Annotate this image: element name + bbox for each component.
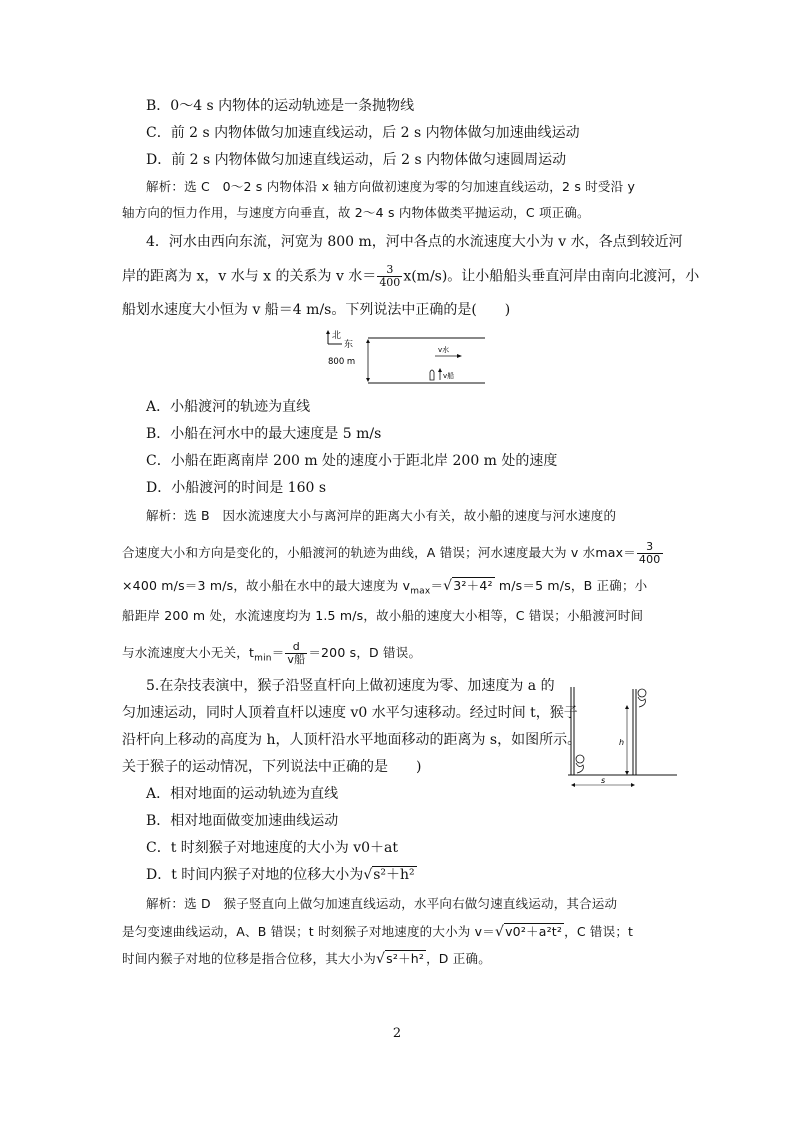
q4-solution-line1: 解析：选 B 因水流速度大小与离河岸的距离大小有关，故小船的速度与河水速度的: [146, 508, 617, 523]
distance-label: s: [601, 776, 606, 785]
height-label: h: [619, 738, 625, 747]
east-label: 东: [344, 340, 354, 350]
q4-fraction-denominator: 400: [379, 276, 401, 289]
q4-fraction-numerator: 3: [377, 264, 402, 277]
q4-option-a: A．小船渡河的轨迹为直线: [146, 399, 311, 415]
q4-solution-line3-text-b: ＝: [430, 578, 444, 593]
sqrt-icon: √: [443, 578, 453, 594]
q4-time-fraction-numerator: d: [285, 641, 307, 654]
q5-stem-line1: 5.在杂技表演中，猴子沿竖直杆向上做初速度为零、加速度为 a 的: [146, 678, 555, 694]
q4-solution-line3: [122, 576, 647, 602]
q5-solution-line1: 解析：选 D 猴子竖直向上做匀加速直线运动，水平向右做匀速直线运动，其合运动: [146, 896, 618, 911]
q4-option-d: D．小船渡河的时间是 160 s: [146, 480, 327, 496]
q5-solution-line2: [122, 922, 633, 942]
q4-velocity-fraction: [377, 264, 402, 289]
boat-icon: [430, 370, 434, 380]
q5-option-c: C．t 时刻猴子对地速度的大小为 v0＋at: [146, 840, 399, 856]
q5-solution-line3-radicand: s²＋h²: [386, 951, 425, 966]
q4-stem-line2-text-b: x(m/s)。让小船船头垂直河岸由南向北渡河，小: [403, 268, 700, 285]
page-number: 2: [392, 1026, 402, 1041]
q4-solution-line3-sub: max: [410, 586, 431, 597]
boat-velocity-label: v船: [443, 372, 455, 380]
q4-solution-line5-text-b: ＝: [271, 645, 285, 660]
q4-stem-line2-text-a: 岸的距离为 x，v 水与 x 的关系为 v 水＝: [122, 268, 377, 285]
q4-solution-fraction: [637, 541, 663, 566]
sqrt-icon: √: [363, 867, 373, 883]
north-label: 北: [332, 331, 342, 341]
q3-option-b: B．0～4 s 内物体的运动轨迹是一条抛物线: [146, 98, 415, 114]
q5-option-b: B．相对地面做变加速曲线运动: [146, 813, 339, 829]
q4-solution-line5-text-c: ＝200 s，D 错误。: [308, 645, 422, 660]
q4-solution-line3-text-c: m/s＝5 m/s，B 正确；小: [494, 578, 648, 593]
q4-solution-line2-text: 合速度大小和方向是变化的，小船渡河的轨迹为曲线，A 错误；河水速度最大为 v 水max＝: [122, 545, 636, 560]
monkey-start-icon: [576, 755, 584, 773]
q4-stem-line3: 船划水速度大小恒为 v 船＝4 m/s。下列说法中正确的是( ): [122, 302, 511, 318]
q4-solution-fraction-numerator: 3: [637, 541, 663, 554]
q5-option-a: A．相对地面的运动轨迹为直线: [146, 786, 339, 802]
q4-option-c: C．小船在距离南岸 200 m 处的速度小于距北岸 200 m 处的速度: [146, 453, 558, 469]
q5-monkey-pole-diagram: [565, 685, 680, 795]
q4-solution-radicand: 3²＋4²: [453, 578, 493, 593]
q5-solution-line2-radicand: v0²＋a²t²: [505, 924, 563, 939]
sqrt-icon: √: [376, 951, 386, 967]
q5-option-d-text: D．t 时间内猴子对地的位移大小为: [146, 867, 364, 883]
q4-solution-line5: [122, 641, 421, 669]
q5-stem-line3: 沿杆向上移动的高度为 h，人顶杆沿水平地面移动的距离为 s，如图所示。: [122, 732, 582, 748]
q5-option-d: [146, 865, 417, 885]
water-velocity-label: v水: [438, 346, 450, 354]
q4-solution-line4: 船距岸 200 m 处，水流速度均为 1.5 m/s，故小船的速度大小相等，C 错误；小船渡河时间: [122, 608, 644, 623]
sqrt-icon: √: [494, 924, 505, 940]
monkey-end-icon: [638, 689, 646, 707]
q3-option-d: D．前 2 s 内物体做匀加速直线运动，后 2 s 内物体做匀速圆周运动: [146, 152, 567, 168]
q4-solution-line5-text-a: 与水流速度大小无关，t: [122, 645, 255, 660]
q4-river-diagram: [320, 328, 490, 388]
q5-solution-line3-text-a: 时间内猴子对地的位移是指合位移，其大小为: [122, 951, 377, 966]
q3-solution-line2: 轴方向的恒力作用，与速度方向垂直，故 2～4 s 内物体做类平抛运动，C 项正确。: [122, 205, 590, 220]
q5-stem-line4: 关于猴子的运动情况，下列说法中正确的是 ): [122, 759, 422, 775]
river-width-label: 800 m: [328, 357, 356, 367]
q4-solution-line5-sub: min: [254, 653, 272, 664]
q4-option-b: B．小船在河水中的最大速度是 5 m/s: [146, 426, 382, 442]
q3-solution-line1: 解析：选 C 0～2 s 内物体沿 x 轴方向做初速度为零的匀加速直线运动，2 s 时受沿 y: [146, 179, 636, 194]
q4-time-fraction: [285, 641, 307, 666]
q4-stem-line2: [122, 264, 699, 289]
q5-solution-line3: [122, 949, 491, 969]
q4-solution-line3-text-a: ×400 m/s＝3 m/s，故小船在水中的最大速度为 v: [122, 578, 411, 593]
q5-solution-line3-text-b: ，D 正确。: [426, 951, 491, 966]
q4-time-fraction-denominator: v船: [287, 653, 306, 666]
q5-solution-line2-text-a: 是匀变速曲线运动，A、B 错误；t 时刻猴子对地速度的大小为 v＝: [122, 924, 495, 939]
q5-solution-line2-text-b: ，C 错误；t: [564, 924, 634, 939]
q4-solution-fraction-denominator: 400: [638, 553, 661, 566]
q5-option-d-radicand: s²＋h²: [373, 867, 415, 883]
q3-option-c: C．前 2 s 内物体做匀加速直线运动，后 2 s 内物体做匀加速曲线运动: [146, 125, 580, 141]
q4-stem-line1: 4．河水由西向东流，河宽为 800 m，河中各点的水流速度大小为 v 水，各点到较近河: [146, 234, 683, 250]
q5-stem-line2: 匀加速运动，同时人顶着直杆以速度 v0 水平匀速移动。经过时间 t，猴子: [122, 705, 578, 721]
q4-solution-line2: [122, 541, 664, 566]
